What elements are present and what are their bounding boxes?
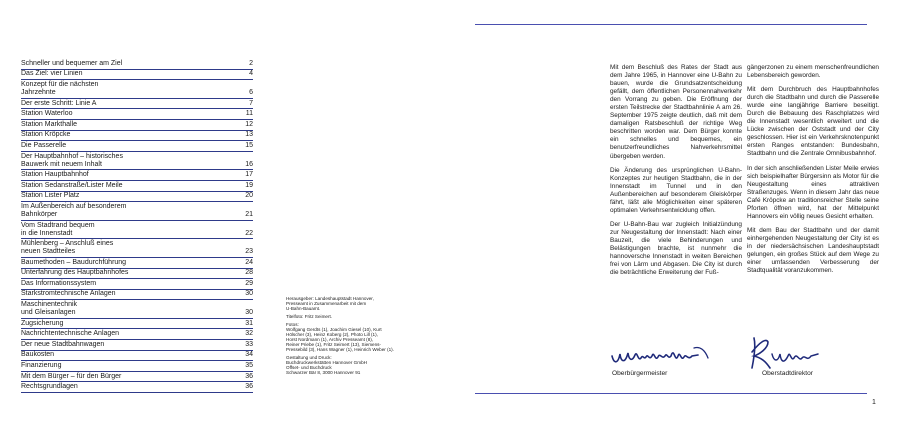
imprint-cover-photo: Titelfoto: Fritz Seimert. (286, 313, 333, 319)
paragraph: Der U-Bahn-Bau war zugleich Initialzündung zur Neugestaltung der Innenstadt: Nach einer Bauzeit, die viele Behinderungen und Belästigungen brachte, ist nunmehr die hannoversche Innenstadt in weiten Bereichen frei von Lärm und Abgasen. Die City ist durch die beträchtliche Erweiterung der Fuß- (610, 220, 742, 277)
body-column-2 (747, 64, 879, 281)
toc-entry-title: Der erste Schritt: Linie A (21, 99, 97, 107)
toc-entry-page: 24 (245, 258, 253, 266)
toc-entry-title: Das Informationssystem (21, 279, 97, 287)
toc-entry (21, 382, 253, 393)
toc-entry-title: Die Passerelle (21, 141, 67, 149)
toc-entry (21, 120, 253, 131)
toc-entry-title: Baumethoden – Baudurchführung (21, 258, 127, 266)
toc-entry (21, 329, 253, 340)
toc-entry-title: Baukosten (21, 351, 55, 359)
toc-entry-title: Maschinentechnik und Gleisanlagen (21, 301, 78, 317)
toc-entry (21, 372, 253, 383)
toc-entry-page: 11 (245, 110, 253, 118)
toc-entry-title: Starkstromtechnische Anlagen (21, 290, 116, 298)
toc-entry-page: 19 (245, 181, 253, 189)
toc-entry-title: Station Sedanstraße/Lister Meile (21, 181, 123, 189)
toc-entry-page: 6 (249, 88, 253, 96)
toc-entry-title: Nachrichtentechnische Anlagen (21, 330, 120, 338)
toc-entry-title: Station Hauptbahnhof (21, 171, 89, 179)
toc-entry (21, 70, 253, 81)
toc-entry (21, 351, 253, 362)
toc-entry (21, 181, 253, 192)
toc-entry-page: 29 (245, 279, 253, 287)
director-signature (744, 332, 826, 372)
imprint (286, 296, 436, 378)
toc-entry (21, 239, 253, 258)
toc-entry-title: Der Hauptbahnhof – historisches Bauwerk mit neuem Inhalt (21, 152, 123, 168)
mayor-title: Oberbürgermeister (612, 370, 668, 377)
paragraph: Die Änderung des ursprünglichen U-Bahn-Konzeptes zur heutigen Stadtbahn, die in der Innenstadt im Tunnel und in den Außenbereichen auf besonderem Gleiskörper fährt, läßt alle Möglichkeiten einer späteren optimalen Verkehrsentwicklung offen. (610, 166, 742, 214)
toc-entry (21, 192, 253, 203)
toc-entry (21, 269, 253, 280)
page-number: 1 (872, 399, 876, 406)
toc-entry-title: Finanzierung (21, 362, 62, 370)
toc-entry-page: 2 (249, 59, 253, 67)
paragraph: Mit dem Bau der Stadtbahn und der damit einhergehenden Neugestaltung der City ist es in der niedersächsischen Landeshauptstadt gelungen, ein großes Stück auf dem Wege zu einer umfassenden Verbesserung der Stadtqualität voranzukommen. (747, 226, 879, 275)
toc-entry (21, 80, 253, 99)
toc-entry (21, 131, 253, 142)
paragraph: Mit dem Beschluß des Rates der Stadt aus dem Jahre 1965, in Hannover eine U-Bahn zu bauen, wurde die Grundsatzentscheidung gefällt, dem öffentlichen Personennahverkehr den Vorrang zu geben. Die Eröffnung der ersten Teilstrecke der Stadtbahnlinie A am 26. September 1975 zeigte deutlich, daß mit dem damaligen Ratsbeschluß der richtige Weg beschritten worden war. Dem Bürger konnte ein schnelles und bequemes, ein benutzerfreundliches Nahverkehrsmittel übergeben werden. (610, 64, 742, 160)
toc-entry-title: Im Außenbereich auf besonderem Bahnkörper (21, 202, 127, 218)
imprint-photo-credits: Fotos: Wolfgang Gerdts (1), Joachim Giesel (10), Kurt Hölscher (3), Heinz Koberg (2), Photo Lill (1), Horst Nordmann (1), Archiv Presseamt (8), Reiner Priebe (1), Fritz Seimert (13), Siemens- Pressebild (3), Hans Wagner (1), Heinrich Weber (1). (286, 321, 394, 353)
toc-entry (21, 59, 253, 70)
toc-entry-title: Unterfahrung des Hauptbahnhofes (21, 269, 129, 277)
toc-entry-title: Station Waterloo (21, 110, 73, 118)
top-rule (475, 24, 867, 25)
toc-entry-page: 30 (245, 290, 253, 298)
toc-entry (21, 361, 253, 372)
bottom-rule (475, 393, 867, 394)
toc-entry-page: 23 (245, 248, 253, 256)
toc-entry-page: 21 (245, 210, 253, 218)
director-title: Oberstadtdirektor (762, 370, 813, 377)
toc-entry-page: 33 (245, 340, 253, 348)
toc-entry-page: 15 (245, 141, 253, 149)
toc-entry (21, 340, 253, 351)
toc-entry (21, 152, 253, 171)
table-of-contents (21, 59, 253, 393)
toc-entry-page: 16 (245, 160, 253, 168)
toc-entry-page: 36 (245, 372, 253, 380)
toc-entry-title: Station Markthalle (21, 120, 78, 128)
toc-entry-page: 20 (245, 192, 253, 200)
toc-entry-page: 36 (245, 383, 253, 391)
toc-entry (21, 279, 253, 290)
toc-entry-page: 22 (245, 229, 253, 237)
toc-entry-page: 34 (245, 351, 253, 359)
toc-entry-title: Schneller und bequemer am Ziel (21, 59, 123, 67)
toc-entry (21, 300, 253, 319)
paragraph: Mit dem Durchbruch des Hauptbahnhofes durch die Stadtbahn und durch die Passerelle wurde eine langjährige Barriere beseitigt. Durch die Bebauung des Raschplatzes wird die Innenstadt wesentlich erweitert und die Lücke zwischen der Oststadt und der City geschlossen. Hier ist ein Verkehrsknotenpunkt ersten Ranges entstanden: Bundesbahn, Stadtbahn und die Zentrale Omnibusbahnhof. (747, 86, 879, 158)
toc-entry-title: Mit dem Bürger – für den Bürger (21, 372, 122, 380)
toc-entry (21, 109, 253, 120)
mayor-signature (608, 338, 716, 370)
toc-entry (21, 170, 253, 181)
imprint-printer: Gestaltung und Druck: Buchdruckwerkstätten Hannover GmbH Offset- und Buchdruck Schwarzer Bär 8, 3000 Hannover 91 (286, 354, 367, 375)
toc-entry-title: Vom Stadtrand bequem in die Innenstadt (21, 221, 95, 237)
paragraph: In der sich anschließenden Lister Meile erwies sich beispielhafter Bürgersinn als Motor für die Neugestaltung eines attraktiven Straßenzuges. Wenn in diesem Jahr das neue Café Kröpcke an traditionsreicher Stelle seine Pforten öffnen wird, hat der Mittelpunkt Hannovers ein völlig neues Gesicht erhalten. (747, 164, 879, 220)
toc-entry-page: 32 (245, 330, 253, 338)
toc-entry-page: 30 (245, 309, 253, 317)
body-column-1 (610, 64, 742, 283)
toc-entry-title: Station Lister Platz (21, 192, 80, 200)
toc-entry (21, 290, 253, 301)
toc-entry-title: Rechtsgrundlagen (21, 383, 78, 391)
toc-entry-title: Konzept für die nächsten Jahrzehnte (21, 80, 99, 96)
toc-entry-page: 4 (249, 70, 253, 78)
toc-entry-page: 12 (245, 120, 253, 128)
toc-entry-page: 28 (245, 269, 253, 277)
toc-entry-title: Das Ziel: vier Linien (21, 70, 83, 78)
toc-entry (21, 99, 253, 110)
toc-entry (21, 141, 253, 152)
paragraph: gängerzonen zu einem menschenfreundlichen Lebensbereich geworden. (747, 64, 879, 80)
toc-entry (21, 258, 253, 269)
toc-entry-page: 13 (245, 131, 253, 139)
toc-entry (21, 221, 253, 240)
toc-entry-title: Mühlenberg – Anschluß eines neuen Stadtteiles (21, 240, 114, 256)
toc-entry-title: Der neue Stadtbahnwagen (21, 340, 105, 348)
toc-entry-page: 31 (245, 319, 253, 327)
toc-entry-page: 35 (245, 362, 253, 370)
toc-entry (21, 319, 253, 330)
imprint-publisher: Herausgeber: Landeshauptstadt Hannover, Presseamt in Zusammenarbeit mit dem U-Bahn-Bauamt. (286, 296, 374, 312)
toc-entry-page: 17 (245, 171, 253, 179)
toc-entry-title: Station Kröpcke (21, 131, 71, 139)
toc-entry-title: Zugsicherung (21, 319, 64, 327)
toc-entry (21, 202, 253, 221)
toc-entry-page: 7 (249, 99, 253, 107)
